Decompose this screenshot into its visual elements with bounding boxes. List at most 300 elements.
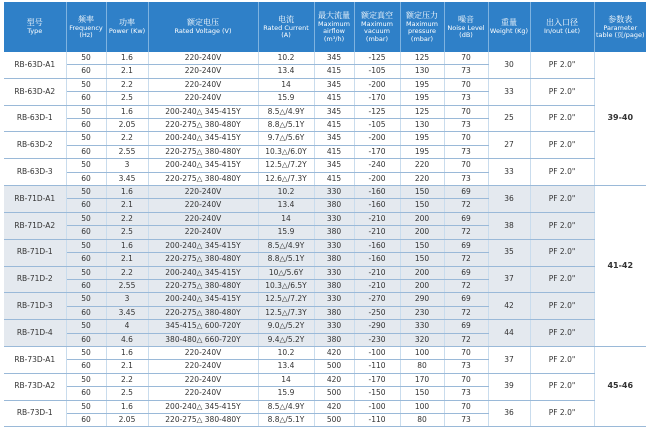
vacuum-cell: -170 <box>354 373 400 386</box>
column-header <box>594 2 646 52</box>
table-row <box>4 346 646 359</box>
weight-cell: 27 <box>488 132 530 159</box>
frequency-cell: 50 <box>66 293 106 306</box>
current-cell: 8.5△/4.9Y <box>258 239 314 252</box>
power-cell: 3 <box>106 159 148 172</box>
column-header-en: Type <box>27 27 43 36</box>
current-cell: 13.4 <box>258 360 314 373</box>
vacuum-cell: -210 <box>354 279 400 292</box>
pressure-cell: 100 <box>400 346 444 359</box>
pressure-cell: 130 <box>400 119 444 132</box>
frequency-cell: 50 <box>66 212 106 225</box>
power-cell: 3.45 <box>106 306 148 319</box>
spec-table-container <box>4 2 646 427</box>
weight-cell: 39 <box>488 373 530 400</box>
frequency-cell: 50 <box>66 320 106 333</box>
power-cell: 1.6 <box>106 52 148 65</box>
current-cell: 14 <box>258 78 314 91</box>
column-header-en: Weight (Kg) <box>489 27 529 36</box>
frequency-cell: 60 <box>66 172 106 185</box>
table-row <box>4 212 646 225</box>
vacuum-cell: -210 <box>354 266 400 279</box>
vacuum-cell: -170 <box>354 145 400 158</box>
noise-cell: 72 <box>444 253 488 266</box>
current-cell: 12.5△/7.2Y <box>258 159 314 172</box>
frequency-cell: 50 <box>66 400 106 413</box>
current-cell: 10.3△/6.0Y <box>258 145 314 158</box>
noise-cell: 73 <box>444 145 488 158</box>
power-cell: 1.6 <box>106 186 148 199</box>
current-cell: 13.4 <box>258 65 314 78</box>
voltage-cell: 220-240V <box>148 199 258 212</box>
model-type-cell: RB-73D-A1 <box>4 346 66 373</box>
voltage-cell: 200-240△ 345-415Y <box>148 293 258 306</box>
power-cell: 1.6 <box>106 346 148 359</box>
vacuum-cell: -110 <box>354 413 400 426</box>
noise-cell: 70 <box>444 132 488 145</box>
model-type-cell: RB-63D-1 <box>4 105 66 132</box>
table-row <box>4 78 646 91</box>
weight-cell: 25 <box>488 105 530 132</box>
power-cell: 2.1 <box>106 65 148 78</box>
power-cell: 1.6 <box>106 400 148 413</box>
column-header-en: Maximum airflow (m³/h) <box>317 19 351 43</box>
airflow-cell: 330 <box>314 239 354 252</box>
table-header <box>4 2 646 52</box>
airflow-cell: 330 <box>314 293 354 306</box>
noise-cell: 70 <box>444 105 488 118</box>
voltage-cell: 220-240V <box>148 387 258 400</box>
port-cell: PF 2.0" <box>530 212 594 239</box>
table-row <box>4 52 646 65</box>
frequency-cell: 60 <box>66 387 106 400</box>
vacuum-cell: -170 <box>354 92 400 105</box>
weight-cell: 30 <box>488 52 530 78</box>
vacuum-cell: -230 <box>354 333 400 346</box>
frequency-cell: 50 <box>66 346 106 359</box>
pressure-cell: 125 <box>400 52 444 65</box>
column-header-zh: 额定压力 <box>406 10 438 20</box>
pressure-cell: 320 <box>400 333 444 346</box>
column-header <box>354 2 400 52</box>
frequency-cell: 60 <box>66 199 106 212</box>
noise-cell: 73 <box>444 360 488 373</box>
frequency-cell: 60 <box>66 279 106 292</box>
vacuum-cell: -125 <box>354 52 400 65</box>
pressure-cell: 200 <box>400 226 444 239</box>
power-cell: 2.2 <box>106 78 148 91</box>
noise-cell: 73 <box>444 413 488 426</box>
airflow-cell: 330 <box>314 186 354 199</box>
pressure-cell: 195 <box>400 92 444 105</box>
current-cell: 10.3△/6.5Y <box>258 279 314 292</box>
weight-cell: 37 <box>488 346 530 373</box>
vacuum-cell: -105 <box>354 119 400 132</box>
current-cell: 8.5△/4.9Y <box>258 105 314 118</box>
airflow-cell: 380 <box>314 306 354 319</box>
noise-cell: 69 <box>444 266 488 279</box>
pressure-cell: 170 <box>400 373 444 386</box>
table-row <box>4 320 646 333</box>
column-header-zh: 参数表 <box>608 14 633 24</box>
port-cell: PF 2.0" <box>530 159 594 186</box>
frequency-cell: 50 <box>66 186 106 199</box>
weight-cell: 42 <box>488 293 530 320</box>
current-cell: 8.8△/5.1Y <box>258 119 314 132</box>
noise-cell: 72 <box>444 333 488 346</box>
noise-cell: 69 <box>444 320 488 333</box>
voltage-cell: 220-275△ 380-480Y <box>148 413 258 426</box>
port-cell: PF 2.0" <box>530 320 594 347</box>
model-type-cell: RB-73D-A2 <box>4 373 66 400</box>
airflow-cell: 380 <box>314 253 354 266</box>
port-cell: PF 2.0" <box>530 346 594 373</box>
frequency-cell: 60 <box>66 413 106 426</box>
noise-cell: 72 <box>444 226 488 239</box>
airflow-cell: 415 <box>314 172 354 185</box>
voltage-cell: 200-240△ 345-415Y <box>148 400 258 413</box>
model-type-cell: RB-71D-A2 <box>4 212 66 239</box>
vacuum-cell: -250 <box>354 306 400 319</box>
power-cell: 3 <box>106 293 148 306</box>
power-cell: 4.6 <box>106 333 148 346</box>
vacuum-cell: -160 <box>354 186 400 199</box>
noise-cell: 69 <box>444 212 488 225</box>
column-header <box>258 2 314 52</box>
vacuum-cell: -125 <box>354 105 400 118</box>
voltage-cell: 220-240V <box>148 65 258 78</box>
voltage-cell: 220-275△ 380-480Y <box>148 253 258 266</box>
airflow-cell: 415 <box>314 65 354 78</box>
voltage-cell: 200-240△ 345-415Y <box>148 132 258 145</box>
power-cell: 2.55 <box>106 279 148 292</box>
power-cell: 2.5 <box>106 226 148 239</box>
pressure-cell: 200 <box>400 212 444 225</box>
port-cell: PF 2.0" <box>530 78 594 105</box>
model-type-cell: RB-63D-A2 <box>4 78 66 105</box>
airflow-cell: 420 <box>314 346 354 359</box>
model-type-cell: RB-71D-A1 <box>4 186 66 213</box>
model-type-cell: RB-73D-1 <box>4 400 66 427</box>
frequency-cell: 60 <box>66 65 106 78</box>
airflow-cell: 345 <box>314 105 354 118</box>
weight-cell: 44 <box>488 320 530 347</box>
model-type-cell: RB-63D-3 <box>4 159 66 186</box>
airflow-cell: 420 <box>314 400 354 413</box>
current-cell: 12.6△/7.3Y <box>258 172 314 185</box>
column-header-zh: 噪音 <box>458 14 474 24</box>
page-ref-cell: 45-46 <box>594 346 646 426</box>
table-row <box>4 400 646 413</box>
pressure-cell: 150 <box>400 387 444 400</box>
voltage-cell: 200-240△ 345-415Y <box>148 239 258 252</box>
pressure-cell: 220 <box>400 159 444 172</box>
vacuum-cell: -160 <box>354 239 400 252</box>
page-ref-cell: 39-40 <box>594 52 646 186</box>
airflow-cell: 380 <box>314 226 354 239</box>
power-cell: 2.05 <box>106 119 148 132</box>
column-header-en: Maximum pressure (mbar) <box>405 19 439 43</box>
pressure-cell: 195 <box>400 78 444 91</box>
airflow-cell: 345 <box>314 52 354 65</box>
voltage-cell: 220-240V <box>148 373 258 386</box>
pressure-cell: 150 <box>400 239 444 252</box>
vacuum-cell: -240 <box>354 159 400 172</box>
voltage-cell: 220-240V <box>148 226 258 239</box>
model-type-cell: RB-71D-4 <box>4 320 66 347</box>
port-cell: PF 2.0" <box>530 132 594 159</box>
current-cell: 10.2 <box>258 186 314 199</box>
noise-cell: 69 <box>444 239 488 252</box>
pressure-cell: 150 <box>400 253 444 266</box>
vacuum-cell: -200 <box>354 132 400 145</box>
current-cell: 15.9 <box>258 226 314 239</box>
pressure-cell: 220 <box>400 172 444 185</box>
frequency-cell: 60 <box>66 360 106 373</box>
noise-cell: 72 <box>444 279 488 292</box>
model-type-cell: RB-63D-2 <box>4 132 66 159</box>
airflow-cell: 380 <box>314 279 354 292</box>
current-cell: 10△/5.6Y <box>258 266 314 279</box>
pressure-cell: 230 <box>400 306 444 319</box>
column-header <box>314 2 354 52</box>
column-header-en: In/out (Let) <box>543 27 581 36</box>
airflow-cell: 415 <box>314 145 354 158</box>
table-body <box>4 52 646 427</box>
voltage-cell: 200-240△ 345-415Y <box>148 266 258 279</box>
page-ref-cell: 41-42 <box>594 186 646 347</box>
vacuum-cell: -210 <box>354 212 400 225</box>
frequency-cell: 50 <box>66 159 106 172</box>
voltage-cell: 220-275△ 380-480Y <box>148 145 258 158</box>
frequency-cell: 50 <box>66 266 106 279</box>
airflow-cell: 500 <box>314 360 354 373</box>
frequency-cell: 60 <box>66 333 106 346</box>
frequency-cell: 50 <box>66 52 106 65</box>
airflow-cell: 500 <box>314 387 354 400</box>
vacuum-cell: -150 <box>354 387 400 400</box>
pressure-cell: 130 <box>400 65 444 78</box>
pressure-cell: 80 <box>400 413 444 426</box>
frequency-cell: 60 <box>66 145 106 158</box>
frequency-cell: 60 <box>66 119 106 132</box>
noise-cell: 73 <box>444 172 488 185</box>
weight-cell: 38 <box>488 212 530 239</box>
noise-cell: 69 <box>444 293 488 306</box>
current-cell: 14 <box>258 212 314 225</box>
airflow-cell: 415 <box>314 119 354 132</box>
power-cell: 2.05 <box>106 413 148 426</box>
power-cell: 2.1 <box>106 360 148 373</box>
frequency-cell: 50 <box>66 78 106 91</box>
header-row <box>4 2 646 52</box>
table-row <box>4 105 646 118</box>
column-header-zh: 出入口径 <box>546 18 578 28</box>
column-header-zh: 最大流量 <box>318 10 350 20</box>
port-cell: PF 2.0" <box>530 373 594 400</box>
vacuum-cell: -110 <box>354 360 400 373</box>
noise-cell: 70 <box>444 373 488 386</box>
pressure-cell: 200 <box>400 279 444 292</box>
noise-cell: 70 <box>444 159 488 172</box>
power-cell: 2.2 <box>106 132 148 145</box>
airflow-cell: 420 <box>314 373 354 386</box>
pressure-cell: 150 <box>400 199 444 212</box>
vacuum-cell: -160 <box>354 199 400 212</box>
column-header <box>444 2 488 52</box>
current-cell: 12.5△/7.3Y <box>258 306 314 319</box>
voltage-cell: 220-275△ 380-480Y <box>148 119 258 132</box>
table-row <box>4 293 646 306</box>
pressure-cell: 150 <box>400 186 444 199</box>
pressure-cell: 330 <box>400 320 444 333</box>
table-row <box>4 373 646 386</box>
power-cell: 2.2 <box>106 373 148 386</box>
power-cell: 1.6 <box>106 239 148 252</box>
voltage-cell: 220-275△ 380-480Y <box>148 279 258 292</box>
power-cell: 2.5 <box>106 387 148 400</box>
airflow-cell: 330 <box>314 320 354 333</box>
column-header-zh: 重量 <box>501 18 517 28</box>
airflow-cell: 330 <box>314 212 354 225</box>
power-cell: 3.45 <box>106 172 148 185</box>
column-header-zh: 功率 <box>119 18 135 28</box>
voltage-cell: 220-240V <box>148 212 258 225</box>
column-header-zh: 频率 <box>78 14 94 24</box>
voltage-cell: 220-275△ 380-480Y <box>148 172 258 185</box>
noise-cell: 69 <box>444 186 488 199</box>
noise-cell: 73 <box>444 119 488 132</box>
port-cell: PF 2.0" <box>530 293 594 320</box>
power-cell: 2.55 <box>106 145 148 158</box>
pressure-cell: 80 <box>400 360 444 373</box>
vacuum-cell: -210 <box>354 226 400 239</box>
column-header <box>4 2 66 52</box>
voltage-cell: 220-240V <box>148 78 258 91</box>
frequency-cell: 50 <box>66 132 106 145</box>
current-cell: 13.4 <box>258 199 314 212</box>
pressure-cell: 200 <box>400 266 444 279</box>
port-cell: PF 2.0" <box>530 266 594 293</box>
column-header-en: Parameter table (页/page) <box>595 23 645 39</box>
model-type-cell: RB-71D-3 <box>4 293 66 320</box>
model-type-cell: RB-71D-2 <box>4 266 66 293</box>
voltage-cell: 380-480△ 660-720Y <box>148 333 258 346</box>
column-header-en: Maximum vacuum (mbar) <box>360 19 394 43</box>
airflow-cell: 500 <box>314 413 354 426</box>
weight-cell: 37 <box>488 266 530 293</box>
spec-table <box>4 2 646 427</box>
power-cell: 2.5 <box>106 92 148 105</box>
current-cell: 8.5△/4.9Y <box>258 400 314 413</box>
port-cell: PF 2.0" <box>530 239 594 266</box>
noise-cell: 70 <box>444 78 488 91</box>
frequency-cell: 50 <box>66 105 106 118</box>
current-cell: 15.9 <box>258 387 314 400</box>
voltage-cell: 220-240V <box>148 346 258 359</box>
airflow-cell: 345 <box>314 159 354 172</box>
current-cell: 10.2 <box>258 346 314 359</box>
vacuum-cell: -200 <box>354 172 400 185</box>
column-header-zh: 型号 <box>26 18 43 28</box>
vacuum-cell: -160 <box>354 253 400 266</box>
port-cell: PF 2.0" <box>530 105 594 132</box>
voltage-cell: 220-275△ 380-480Y <box>148 306 258 319</box>
voltage-cell: 220-240V <box>148 92 258 105</box>
model-type-cell: RB-63D-A1 <box>4 52 66 78</box>
pressure-cell: 125 <box>400 105 444 118</box>
column-header-zh: 额定电压 <box>187 18 219 28</box>
power-cell: 2.2 <box>106 266 148 279</box>
noise-cell: 72 <box>444 199 488 212</box>
current-cell: 14 <box>258 373 314 386</box>
pressure-cell: 290 <box>400 293 444 306</box>
column-header-zh: 电流 <box>278 14 294 24</box>
frequency-cell: 60 <box>66 92 106 105</box>
noise-cell: 73 <box>444 65 488 78</box>
noise-cell: 70 <box>444 346 488 359</box>
model-type-cell: RB-71D-1 <box>4 239 66 266</box>
vacuum-cell: -100 <box>354 400 400 413</box>
weight-cell: 33 <box>488 159 530 186</box>
current-cell: 12.5△/7.2Y <box>258 293 314 306</box>
current-cell: 8.8△/5.1Y <box>258 413 314 426</box>
frequency-cell: 50 <box>66 239 106 252</box>
table-row <box>4 266 646 279</box>
airflow-cell: 345 <box>314 78 354 91</box>
column-header-en: Rated Voltage (V) <box>174 27 232 36</box>
voltage-cell: 220-240V <box>148 186 258 199</box>
frequency-cell: 60 <box>66 226 106 239</box>
column-header <box>530 2 594 52</box>
column-header-en: Noise Level (dB) <box>447 23 485 39</box>
port-cell: PF 2.0" <box>530 400 594 427</box>
weight-cell: 36 <box>488 400 530 427</box>
vacuum-cell: -270 <box>354 293 400 306</box>
column-header-en: Power (Kw) <box>108 27 146 36</box>
column-header <box>488 2 530 52</box>
voltage-cell: 220-240V <box>148 52 258 65</box>
table-row <box>4 159 646 172</box>
power-cell: 2.1 <box>106 253 148 266</box>
airflow-cell: 380 <box>314 333 354 346</box>
frequency-cell: 50 <box>66 373 106 386</box>
power-cell: 1.6 <box>106 105 148 118</box>
current-cell: 8.8△/5.1Y <box>258 253 314 266</box>
current-cell: 9.0△/5.2Y <box>258 320 314 333</box>
weight-cell: 36 <box>488 186 530 213</box>
column-header <box>400 2 444 52</box>
voltage-cell: 220-240V <box>148 360 258 373</box>
pressure-cell: 195 <box>400 145 444 158</box>
noise-cell: 70 <box>444 52 488 65</box>
noise-cell: 72 <box>444 306 488 319</box>
weight-cell: 33 <box>488 78 530 105</box>
current-cell: 9.7△/5.6Y <box>258 132 314 145</box>
airflow-cell: 345 <box>314 132 354 145</box>
current-cell: 10.2 <box>258 52 314 65</box>
column-header-en: Frequency (Hz) <box>69 23 103 39</box>
weight-cell: 35 <box>488 239 530 266</box>
voltage-cell: 345-415△ 600-720Y <box>148 320 258 333</box>
pressure-cell: 100 <box>400 400 444 413</box>
column-header <box>66 2 106 52</box>
column-header <box>106 2 148 52</box>
airflow-cell: 330 <box>314 266 354 279</box>
frequency-cell: 60 <box>66 306 106 319</box>
airflow-cell: 380 <box>314 199 354 212</box>
table-row <box>4 239 646 252</box>
